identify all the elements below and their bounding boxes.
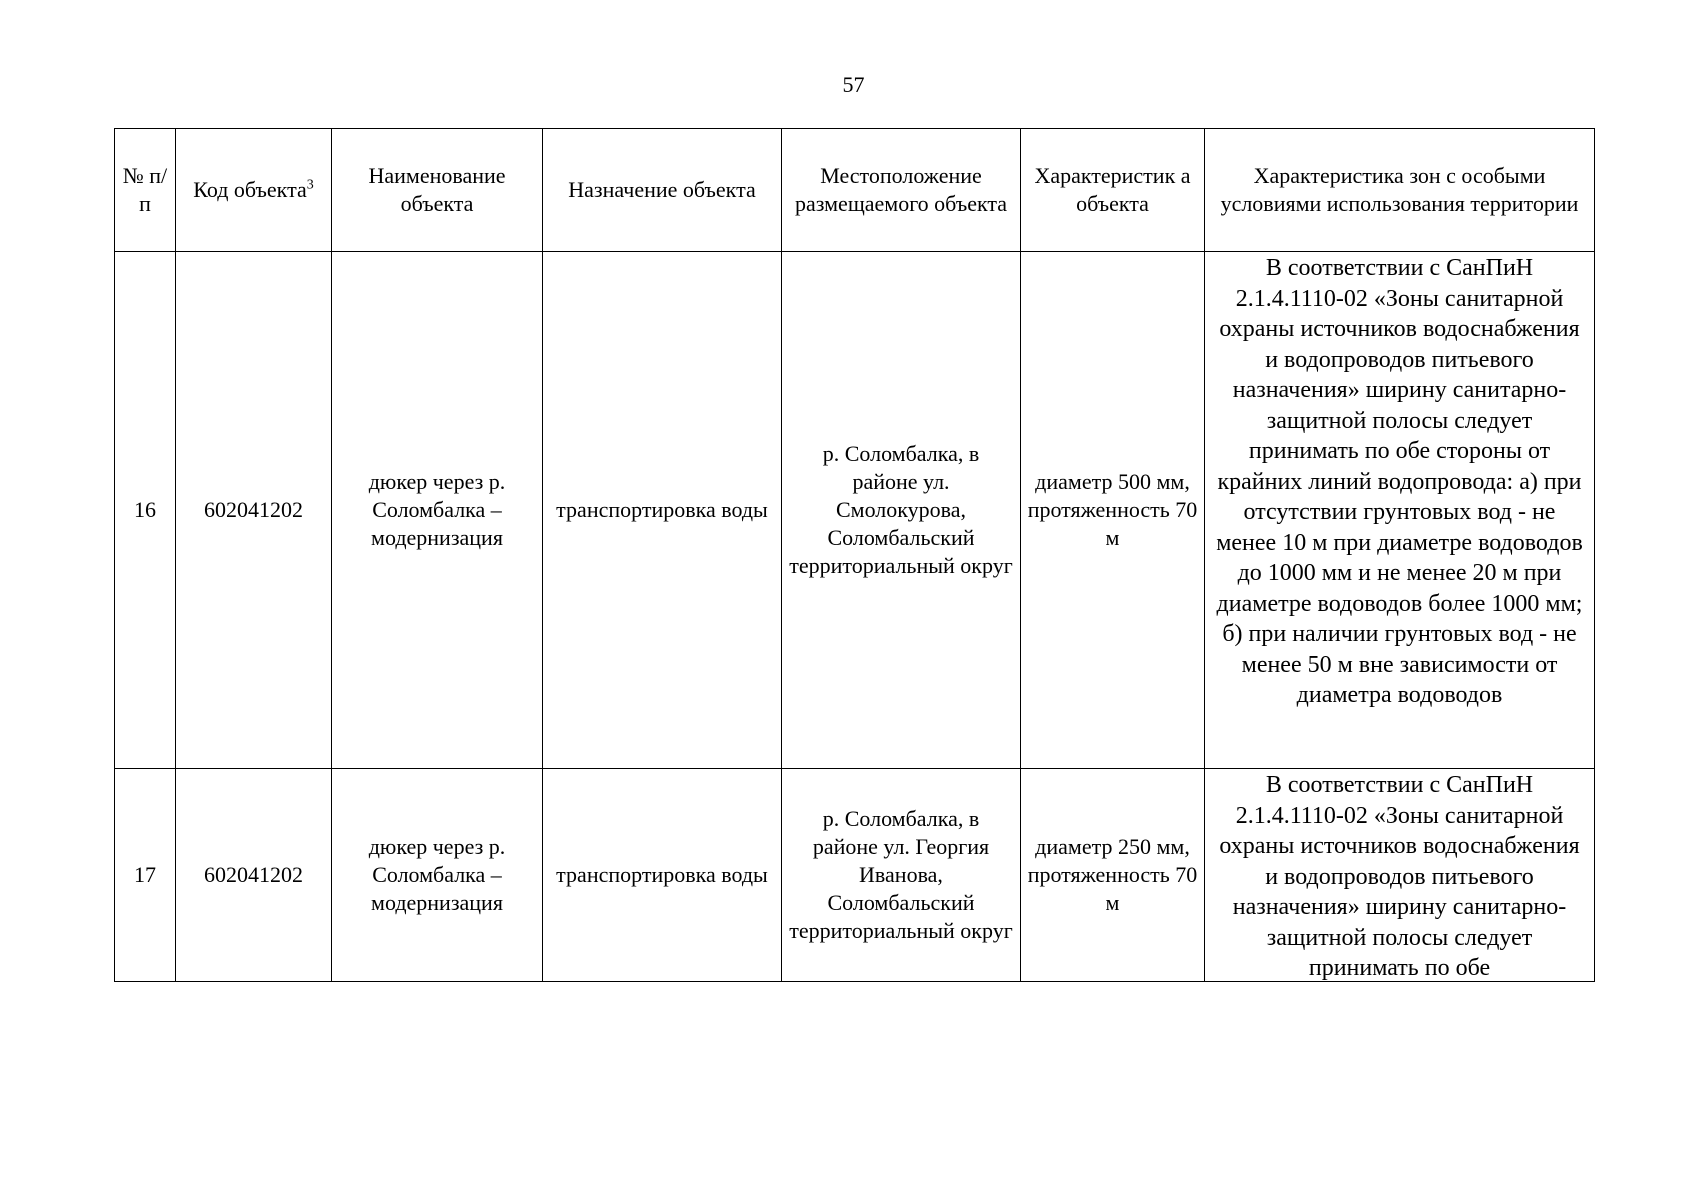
header-num: № п/п <box>115 129 176 252</box>
page-number: 57 <box>842 72 865 97</box>
cell-code: 602041202 <box>176 769 332 982</box>
cell-code: 602041202 <box>176 252 332 769</box>
cell-location: р. Соломбалка, в районе ул. Георгия Иванова, Соломбальский территориальный округ <box>782 769 1021 982</box>
header-name: Наименование объекта <box>332 129 543 252</box>
objects-table <box>114 128 1595 982</box>
header-location: Местоположение размещаемого объекта <box>782 129 1021 252</box>
cell-characteristic: диаметр 250 мм, протяженность 70 м <box>1021 769 1205 982</box>
header-purpose: Назначение объекта <box>543 129 782 252</box>
cell-num: 16 <box>115 252 176 769</box>
header-code <box>176 129 332 252</box>
cell-characteristic: диаметр 500 мм, протяженность 70 м <box>1021 252 1205 769</box>
cell-num: 17 <box>115 769 176 982</box>
header-code-label: Код объекта <box>193 177 307 202</box>
table-header-row <box>115 129 1595 252</box>
cell-zones <box>1205 769 1595 982</box>
cell-name: дюкер через р. Соломбалка – модернизация <box>332 769 543 982</box>
cell-purpose: транспортировка воды <box>543 769 782 982</box>
table-row <box>115 252 1595 769</box>
cell-zones <box>1205 252 1595 769</box>
footnote-ref: 3 <box>306 177 314 193</box>
cell-name: дюкер через р. Соломбалка – модернизация <box>332 252 543 769</box>
cell-purpose: транспортировка воды <box>543 252 782 769</box>
zones-text: В соответствии с СанПиН 2.1.4.1110-02 «Зоны санитарной охраны источников водоснабжения и водопроводов питьевого назначения» ширину санитарно-защитной полосы следует принимать по обе стороны от крайних линий водопровода: а) при отсутствии грунтовых вод - не менее 10 м при диаметре водоводов до 1000 мм и не менее 20 м при диаметре водоводов более 1000 мм; б) при наличии грунтовых вод - не менее 50 м вне зависимости от диаметра водоводов <box>1216 255 1583 708</box>
zones-text: В соответствии с СанПиН 2.1.4.1110-02 «Зоны санитарной охраны источников водоснабжения и водопроводов питьевого назначения» ширину санитарно-защитной полосы следует принимать по обе <box>1219 772 1580 980</box>
cell-location: р. Соломбалка, в районе ул. Смолокурова, Соломбальский территориальный округ <box>782 252 1021 769</box>
header-zones: Характеристика зон с особыми условиями использования территории <box>1205 129 1595 252</box>
header-characteristic: Характеристик а объекта <box>1021 129 1205 252</box>
table-row <box>115 769 1595 982</box>
